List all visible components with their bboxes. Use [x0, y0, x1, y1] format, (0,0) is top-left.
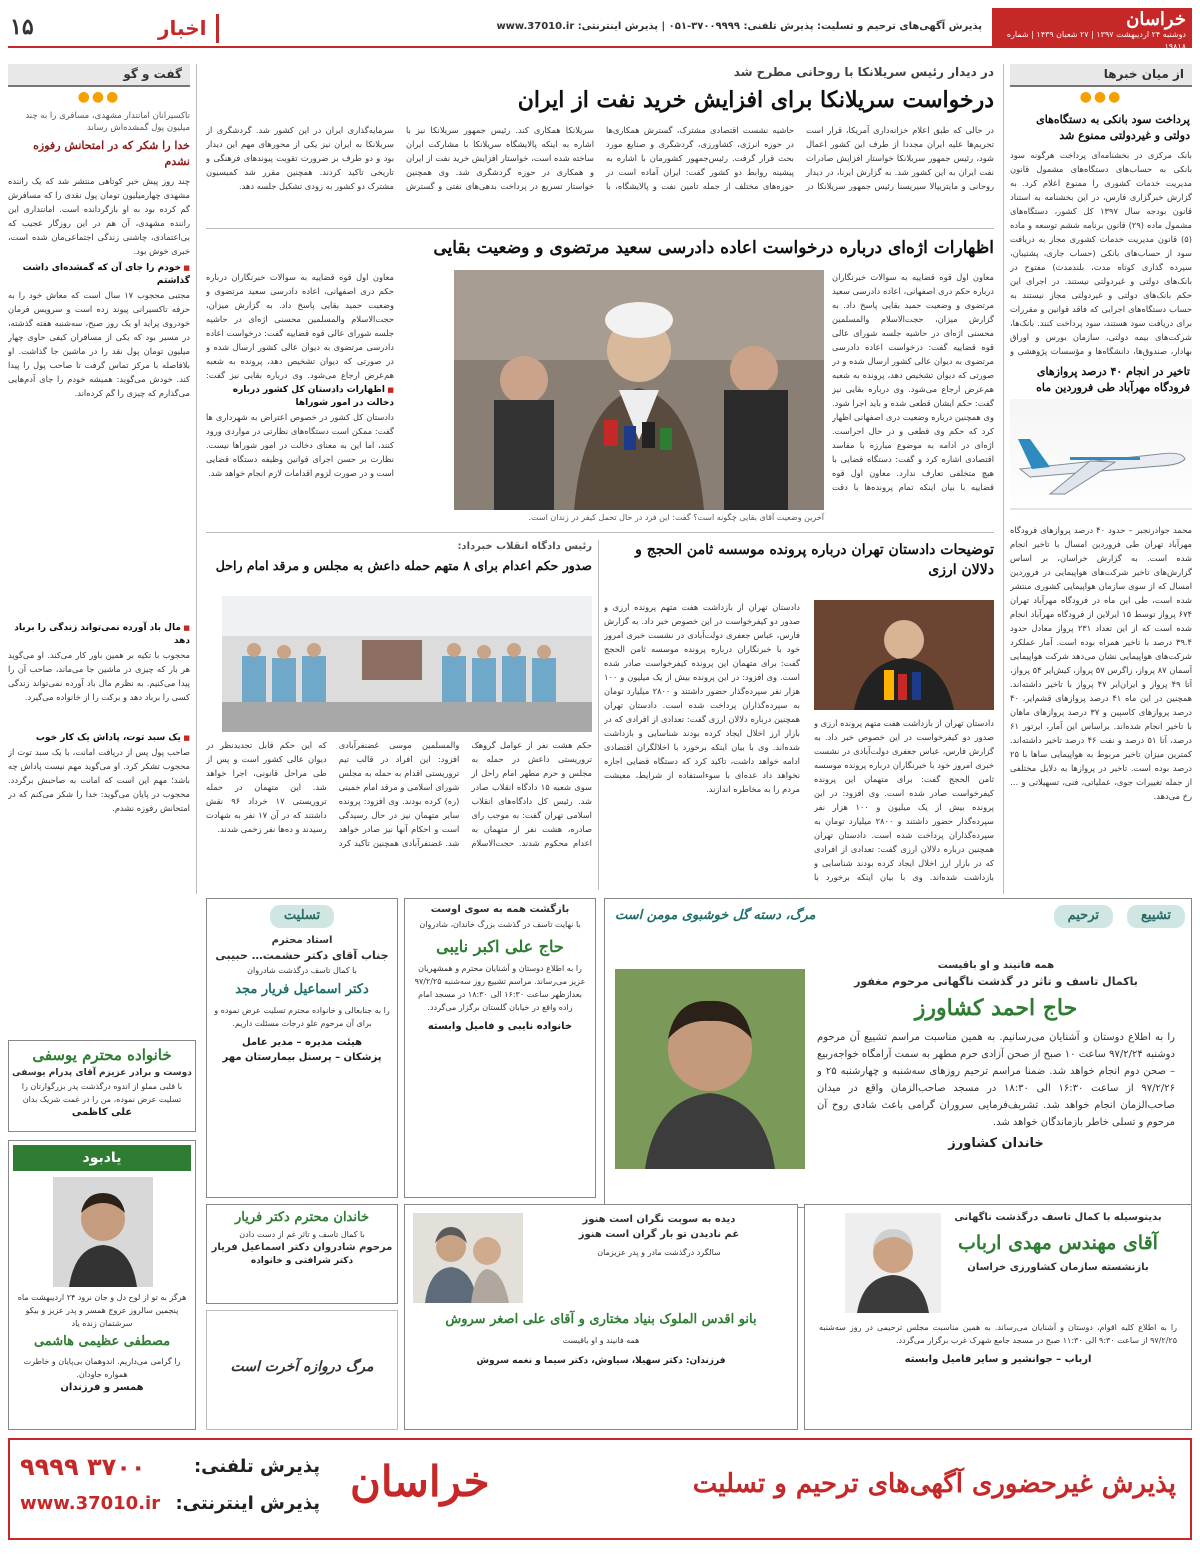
section-title: اخبار: [158, 14, 219, 43]
article-text: دادستان کل کشور در خصوص اعتراض به شهرداری ها گفت: ممکن است دستگاه‌های نظارتی در مواردی ورود کنند، اما این به معنای دخالت در امور شوراها نیست. نظارت بر حسن اجرای قوانین وظیفه دستگاه قضایی است و در صورت لزوم اقدامات لازم انجام خواهد شد.: [206, 412, 394, 479]
ad-intro: بدینوسیله با کمال تاسف درگذشت ناگهانی: [954, 1212, 1162, 1223]
ad-intro: باکمال تاسف و تاثر در گذشت ناگهانی مرحوم مغفور: [854, 974, 1138, 988]
article-samen: [604, 540, 994, 890]
deceased-name: حاج احمد کشاورز: [914, 995, 1078, 1022]
article-title: درخواست سریلانکا برای افزایش خرید نفت از ایران: [517, 87, 994, 114]
dots-icon: ●●●: [1079, 89, 1123, 106]
article-text: حکم هشت نفر از عوامل گروهک تروریستی داعش در حمله به مجلس و حرم مطهر امام راحل از سوی شعبه ۱۵ دادگاه انقلاب صادر شد. رئیس کل دادگاه‌های انقلاب اسلامی تهران گفت: به موجب رای صادره، هشت نفر از متهمان به اعدام محکوم شدند. حجت‌الاسلام و‌المسلمین موسی غضنفرآبادی افزود: این افراد در قالب تیم تروریستی اقدام به حمله به مجلس شورای اسلامی و مرقد امام خمینی (ره) کرده بودند. وی افزود: پرونده سایر متهمان نیز در حال رسیدگی است و احکام آنها نیز صادر خواهد شد. غضنفرآبادی همچنین تاکید کرد که این حکم قابل تجدیدنظر در دیوان عالی کشور است و پس از طی مراحل قانونی، اجرا خواهد شد. این متهمان در حمله تروریستی ۱۷ خرداد ۹۶ نقش داشتند که در آن ۱۷ نفر به شهادت رسیدند و ده‌ها نفر زخمی شدند.: [206, 740, 592, 848]
ad-signature: پزشکان – پرسنل بیمارستان مهر: [222, 1051, 382, 1063]
article-text: دادستان تهران از بازداشت هفت متهم پرونده ارزی و صدور دو کیفرخواست در این خصوص خبر داد. به گزارش فارس، عباس جعفری دولت‌آبادی در نشست خبری امروز خود با خبرنگاران درباره پرونده موسسه ثامن الحجج گفت: برای متهمان این پرونده کیفرخواست صادر شده است. وی افزود: در این پرونده بیش از یک میلیون و ۱۰۰ هزار نفر سپرده‌گذار حضور داشتند و ۲۸۰۰ میلیارد تومان به سپرده‌گذاران پرداخت شده است. دادستان تهران همچنین درباره دلالان ارزی گفت: تعدادی از افرادی که در بازار ارز اخلال ایجاد کرده بودند شناسایی و بازداشت شده‌اند. وی با بیان اینکه برخورد با: [814, 718, 994, 882]
date-line: دوشنبه ۲۴ اردیبهشت ۱۳۹۷ | ۲۷ شعبان ۱۴۳۹ | شماره ۱۹۸۱۸: [1006, 30, 1186, 51]
divider: [206, 228, 994, 229]
news-text: محمد جوادرنجبر – حدود ۴۰ درصد پروازهای فرودگاه مهرآباد تهران طی فروردین امسال با تاخیر انجام شده است. به گزارش خراسان، بر اساس گزارش‌های تاخیر شرکت‌های هواپیمایی در فروردین امسال که از سوی سازمان هواپیمایی کشوری منتشر شده است، طی این ماه در فرودگاه مهرآباد تهران ۶۷۴ پرواز توسط ۱۵ ایرلاین از فرودگاه مهرآباد انجام شده است که از این تعداد ۲۳۱ پرواز معادل حدود ۳۹.۴ درصد با تاخیر همراه بوده است. آمار عملکرد شرکت‌های هواپیمایی نشان می‌دهد شرکت هواپیمایی آسمان ۸۷ پرواز، زاگرس ۵۷ پرواز، کیش‌ایر ۵۴ پرواز، آتا ۴۹ پرواز و ایران‌ایر ۴۷ پرواز با تاخیر داشته‌اند. همچنین در این ماه ۴۱ درصد پروازهای قشم‌ایر، ۴۰ درصد پروازهای کاسپین و ۳۷ درصد پروازهای ماهان با تاخیر انجام شده‌اند. براساس این آمار، ایرتور ۶۱ درصد، آتا ۵۱ درصد و نفت ۴۶ درصد تاخیر داشته‌اند. کمترین میزان تاخیر مربوط به هواپیمایی ساها با ۲۵ درصد بوده است. تاخیر در پروازها به دلایل مختلفی از جمله تغییرات جوی، عملیاتی، فنی، تسهیلاتی و … رخ می‌دهد.: [1010, 525, 1192, 802]
tel-number[interactable]: ۳۷۰۰ ۹۹۹۹: [20, 1453, 146, 1481]
article-isis: [206, 540, 592, 890]
ad-signature: هیئت مدیره – مدیر عامل: [241, 1037, 363, 1049]
interview-text: صاحب پول پس از دریافت امانت، با یک سبد توت از محجوب تشکر کرد. او می‌گوید مهم نیست پاداش چه باشد؛ مهم این است که امانت به صاحبش برگردد. محجوب در پایان می‌گوید: خدا را شکر می‌کنم که در امتحانش رفوزه نشدم.: [8, 747, 190, 814]
dots-icon: ●●●: [77, 89, 121, 106]
ejei-photo: [454, 270, 824, 510]
article-side-text: [206, 270, 394, 526]
news-title: پرداخت سود بانکی به دستگاه‌های دولتی و غیردولتی ممنوع شد: [1036, 112, 1190, 142]
interview-title: خدا را شکر که در امتحانش رفوزه نشدم: [33, 139, 190, 169]
interview-text: محجوب با تکیه بر همین باور کار می‌کند. او می‌گوید هر بار که چیزی در ماشین جا می‌ماند، صاحب آن را پیدا می‌کنیم. به نظرم مال باد آورده نمی‌تواند زندگی کسی را برباد دهد و برکت را از خانواده می‌گیرد.: [8, 650, 190, 703]
article-title: صدور حکم اعدام برای ۸ متهم حمله داعش به مجلس و مرقد امام راحل: [215, 557, 592, 573]
recipient-name: خانواده محترم یوسفی: [32, 1046, 172, 1064]
interview-sidebar: [8, 64, 190, 894]
florist-slogan: مرگ دروازه آخرت است: [230, 1359, 374, 1375]
column-divider: [196, 64, 197, 894]
condolence-majd: [206, 898, 398, 1198]
tarhim-tag: ترحیم: [1054, 905, 1113, 928]
ad-signature: فرزندان: دکتر سهیلا، سیاوش، دکتر سیما و نغمه سروش: [476, 1355, 726, 1366]
obituary-arbab: [804, 1204, 1192, 1430]
ad-intro: با نهایت تاسف در گذشت بزرگ خاندان، شادروان: [419, 919, 581, 929]
courtroom-photo: [222, 596, 592, 732]
condolence-faryar: [206, 1204, 398, 1304]
article-title: اظهارات اژه‌ای درباره درخواست اعاده دادرسی سعید مرتضوی و وضعیت بقایی: [433, 238, 994, 258]
portrait-photo: [53, 1177, 153, 1287]
deceased-name: دکتر اسماعیل فریار مجد: [235, 982, 369, 998]
ad-subtitle: دوست و برادر عزیزم آقای پدرام یوسفی: [12, 1067, 192, 1078]
deceased-name: مرحوم شادروان دکتر اسماعیل فریار: [211, 1241, 393, 1253]
column-divider: [1003, 64, 1004, 894]
article-subhead: ■ اظهارات دادستان کل کشور درباره دخالت در امور شوراها: [206, 384, 394, 410]
ad-intro: سالگرد درگذشت مادر و پدر عزیزمان: [597, 1248, 721, 1257]
florist-slogan: مرگ، دسته گل خوشبوی مومن است: [615, 908, 816, 923]
couple-photo: [413, 1213, 523, 1303]
ad-contact-line: پذیرش آگهی‌های ترحیم و تسلیت: پذیرش تلفنی: ۳۷۰۰۹۹۹۹-۰۵۱ | پذیرش اینترنتی: www.37010.ir: [496, 21, 982, 32]
ad-subtitle: بازنشسته سازمان کشاورزی خراسان: [967, 1262, 1149, 1274]
ad-top-line: همه فانیند و او باقیست: [937, 960, 1055, 971]
article-srilanka: [206, 64, 994, 224]
page-header: [8, 8, 1192, 51]
page-number: ۱۵: [10, 14, 34, 40]
web-label: پذیرش اینترنتی:: [175, 1492, 320, 1514]
interview-subhead: ■ خودم را جای آن که گمشده‌ای داشت گذاشتم: [8, 262, 190, 288]
deceased-name: حاج علی اکبر نایبی: [436, 936, 564, 956]
ad-body: را به اطلاع دوستان و آشنایان می‌رسانیم. به همین مناسبت مراسم تشییع آن مرحوم دوشنبه ۹۷/۲/۲۴ ساعت ۱۰ صبح از صحن آزادی حرم مطهر به سمت آرامگاه خواجه‌ربیع – صحن دوم انجام خواهد شد. ضمنا مراسم ترحیم روزهای سه‌شنبه و چهارشنبه ۲۵ و ۹۷/۲/۲۶ از ساعت ۱۶:۳۰ الی ۱۸:۳۰ در مسجد صاحب‌الزمان واقع در میدان صاحب‌الزمان انجام خواهد شد. تشریف‌فرمایی سروران گرامی باعث شادی روح آن مرحوم و تسلی خاطر بازماندگان خواهد شد.: [817, 1032, 1176, 1129]
banner-text: پذیرش غیرحضوری آگهی‌های ترحیم و تسلیت: [692, 1469, 1176, 1499]
interview-subhead: ■ یک سبد توت، پاداش یک کار خوب: [8, 732, 190, 745]
deceased-name: آقای مهندس مهدی ارباب: [958, 1231, 1158, 1254]
interview-intro: تاکسیرانان امانتدار مشهدی، مسافری را به چند میلیون پول گمشده‌اش رساند: [25, 110, 190, 133]
ad-signature: خاندان کشاورز: [948, 1136, 1044, 1152]
web-link[interactable]: www.37010.ir: [20, 1492, 161, 1514]
tashyi-tag: تشییع: [1127, 905, 1185, 928]
ad-top-line: دیده به سوبت نگران است هنوز: [582, 1214, 736, 1225]
ad-signature: دکتر شرافتی و خانواده: [250, 1256, 354, 1267]
ad-body: را به اطلاع دوستان و آشنایان محترم و همشهریان عزیز می‌رساند. مراسم تشییع روز سه‌شنبه ۹۷/۲/۲۵ بعدازظهر ساعت ۱۶:۳۰ الی ۱۸:۳۰ در مسجد امام زاده واقع در خیابان گلستان برگزار می‌گردد.: [414, 963, 586, 1012]
article-text: معاون اول قوه قضاییه به سوالات خبرنگاران درباره حکم دری اصفهانی، اعاده دادرسی سعید مرتضوی و وضعیت حمید بقایی پاسخ داد. به گزارش میزان، حجت‌الاسلام والمسلمین محسنی اژه‌ای در حاشیه جلسه شورای عالی قوه قضاییه گفت: درخواست اعاده دادرسی مرتضوی به دیوان عالی کشور ارسال شده و در صورتی که دیوان تشخیص دهد، پرونده به شعبه هم‌عرض ارجاع می‌شود. وی درباره بقایی نیز گفت:: [206, 272, 394, 380]
yadbood-banner: یادبود: [13, 1145, 191, 1171]
photo-caption: آخرین وضعیت آقای بقایی چگونه است؟ گفت: این فرد در حال تحمل کیفر در زندان است.: [528, 513, 824, 522]
ad-body: با کمال تاسف درگذشت شادروان: [247, 966, 357, 976]
news-text: بانک مرکزی در بخشنامه‌ای پرداخت هرگونه سود بانکی به حساب‌های دستگاه‌های مشمول قانون مدیریت خدمات کشوری را ممنوع اعلام کرد. به گزارش خبرگزاری فارس، در این بخشنامه به استناد قانون بودجه سال ۱۳۹۷ کل کشور، دستگاه‌های مشمول ماده (۲۹) قانون برنامه ششم توسعه و ماده (۵) قانون مدیریت خدمات کشوری مجاز به دریافت سود از حساب‌های بانکی (حساب جاری، پشتیبان، سپرده گذاری کوتاه مدت، بلندمدت) مفتوح در بانک‌های دولتی و غیردولتی نیستند. در اجرای این حکم بانک‌های دولتی و غیردولتی مجاز نیستند به حساب دستگاه‌های اجرایی که فاقد قوانین و مقررات برای دریافت سود هستند، سود پرداخت کنند. بانک‌ها، شرکت‌های بیمه دولتی، سازمان بورس و اوراق بهادار، صندوق‌ها، دانشگاه‌ها و مؤسسات پژوهشی و: [1010, 149, 1192, 356]
prosecutor-photo: [814, 600, 994, 710]
ad-intro: جناب آقای دکتر حشمت… حبیبی: [215, 949, 389, 963]
portrait-photo: [845, 1213, 941, 1313]
memorial-hashemi: [8, 1140, 196, 1430]
recipient-name: خاندان محترم دکتر فریار: [235, 1210, 369, 1225]
divider: [206, 532, 994, 533]
khorasan-ad-banner: [8, 1438, 1192, 1540]
airplane-photo: [1010, 399, 1192, 519]
interview-text: مجتبی محجوب ۱۷ سال است که معاش خود را به حرفه تاکسیرانی پیوند زده است و سرویس فرمان خودروی پراید او یک روز صبح، سه‌شنبه هفته گذشته، در مسیر بود که یکی از مسافران کیفی حاوی چهار میلیون تومان پول نقد را در ماشین جا گذاشت. او بلافاصله با مرکز تماس گرفت تا صاحب پول را پیدا کند. خودش می‌گوید: همیشه خودم را جای آدم‌هایی می‌گذارم که چیزی را گم کرده‌اند.: [8, 290, 190, 399]
ad-signature: علی کاظمی: [71, 1106, 133, 1118]
ad-subtitle: غم نادیدن تو بار گران است هنوز: [578, 1228, 740, 1240]
masthead: [992, 8, 1192, 51]
interview-subhead: ■ مال باد آورده نمی‌تواند زندگی را برباد دهد: [8, 622, 190, 648]
ad-body: را گرامی می‌داریم. اندوهمان بی‌پایان و خاطرت همواره جاودان.: [23, 1356, 181, 1379]
obituary-nayebi: [404, 898, 596, 1198]
obituary-keshavarz: [604, 898, 1192, 1208]
tasliat-tag: تسلیت: [270, 905, 334, 928]
deceased-name: مصطفی عظیمی هاشمی: [33, 1334, 171, 1349]
column-divider: [598, 540, 599, 890]
sidebar-bar: گفت و گو: [8, 64, 190, 87]
ad-intro: هرگز به تو از لوح دل و جان نرود ۲۴ اردیبهشت ماه پنجمین سالروز عروج همسر و پدر عزیز و بیکو سرشتمان زنده یاد: [17, 1293, 187, 1328]
sidebar-bar: از میان خبرها: [1010, 64, 1192, 87]
interview-text: چند روز پیش خبر کوتاهی منتشر شد که یک راننده مشهدی چهارمیلیون تومان پول نقدی را که مسافرش گم کرده بود به او بازگردانده است. امانتداری این راننده مشهدی، آن هم در این روزگار عجیب که بی‌اعتمادی، چاشنی زندگی اجتماعی‌مان شده است، خبری خوش بود.: [8, 176, 190, 257]
article-text: دادستان تهران از بازداشت هفت متهم پرونده ارزی و صدور دو کیفرخواست در این خصوص خبر داد. به گزارش فارس، عباس جعفری دولت‌آبادی در نشست خبری امروز خود با خبرنگاران درباره پرونده موسسه ثامن الحجج گفت: برای متهمان این پرونده کیفرخواست صادر شده است. وی افزود: در این پرونده بیش از یک میلیون و ۱۰۰ هزار نفر سپرده‌گذار حضور داشتند و ۲۸۰۰ میلیارد تومان به سپرده‌گذاران پرداخت شده است. دادستان تهران همچنین درباره دلالان ارزی گفت: تعدادی از افرادی که در بازار ارز اخلال ایجاد کرده بودند شناسایی و بازداشت شده‌اند. وی با بیان اینکه برخورد با اخلالگران اقتصادی ادامه خواهد داشت، تاکید کرد که دستگاه قضایی اجازه نخواهد داد عده‌ای با سوءاستفاده از شرایط، معیشت مردم را به مخاطره اندازند.: [604, 602, 800, 794]
ad-signature: ارباب – جوانشیر و سایر فامیل وابسته: [904, 1354, 1092, 1365]
tel-label: پذیرش تلفنی:: [193, 1456, 320, 1478]
article-title: توضیحات دادستان تهران درباره پرونده موسسه ثامن الحجج و دلالان ارزی: [635, 542, 994, 578]
masthead-logo: خراسان: [1126, 9, 1186, 30]
news-sidebar: [1010, 64, 1192, 894]
article-ejei: [206, 236, 994, 526]
ad-body: را به اطلاع کلیه اقوام، دوستان و آشنایان می‌رساند. به همین مناسبت مجلس ترحیمی در روز سه‌شنبه ۹۷/۲/۲۵ از ساعت ۹:۳۰ الی ۱۱:۳۰ صبح در مسجد جامع شهرک غرب برگزار می‌گردد.: [819, 1323, 1177, 1345]
ad-body: را به جنابعالی و خانواده محترم تسلیت عرض نموده و برای آن مرحوم علو درجات مسئلت داریم.: [214, 1006, 390, 1029]
ad-signature: همسر و فرزندان: [60, 1381, 144, 1393]
ad-top-line: استاد محترم: [271, 934, 333, 946]
ad-top-line: بازگشت همه به سوی اوست: [430, 904, 570, 915]
florist-ad: [206, 1310, 398, 1430]
article-kicker: در دیدار رئیس سریلانکا با روحانی مطرح شد: [733, 65, 994, 79]
ad-body: با قلبی مملو از اندوه درگذشت پدر بزرگوارتان را تسلیت عرض نموده، من را در غمت شریک بدان: [21, 1081, 183, 1104]
article-kicker: رئیس دادگاه انقلاب خبرداد:: [457, 541, 592, 552]
condolence-yousefi: [8, 1040, 196, 1132]
news-title: تاخیر در انجام ۴۰ درصد پروازهای فرودگاه مهرآباد طی فروردین ماه: [1036, 364, 1190, 394]
anniversary-soroush: [404, 1204, 798, 1430]
article-text: معاون اول قوه قضاییه به سوالات خبرنگاران درباره حکم دری اصفهانی، اعاده دادرسی سعید مرتضوی و وضعیت حمید بقایی پاسخ داد. به گزارش میزان، حجت‌الاسلام والمسلمین محسنی اژه‌ای در حاشیه جلسه شورای عالی قوه قضاییه گفت: درخواست اعاده دادرسی مرتضوی به دیوان عالی کشور ارسال شده و در صورتی که دیوان تشخیص دهد، پرونده به شعبه هم‌عرض ارجاع می‌شود. وی درباره بقایی نیز گفت: حکم ایشان قطعی شده و باید اجرا شود. وی همچنین درباره وضعیت دری اصفهانی اظهار کرد که حکم وی قطعی و در حال اجراست. اژه‌ای در ادامه به موضوع مبارزه با مفاسد اقتصادی اشاره کرد و گفت: دستگاه قضایی با هیچ متخلفی تعارف ندارد. معاون اول قوه قضاییه با بیان اینکه تمام پرونده‌ها با دقت: [832, 272, 994, 492]
portrait-photo: [615, 969, 805, 1169]
ad-body: همه فانیند و او باقیست: [562, 1335, 640, 1345]
banner-logo: خراسان: [350, 1457, 490, 1506]
deceased-name: بانو اقدس الملوک بنیاد مختاری و آقای علی اصغر سروش: [445, 1312, 757, 1327]
ad-signature: خانواده نایبی و فامیل وابسته: [427, 1020, 573, 1032]
ad-body: با کمال تاسف و تاثر غم از دست دادن: [239, 1229, 365, 1239]
article-text: در حالی که طبق اعلام خزانه‌داری آمریکا، قرار است تحریم‌ها علیه ایران مجددا از طرف این کشور اعمال شود، رئیس جمهور سریلانکا خواستار افزایش صادرات نفت ایران به این کشور شد. به گزارش ایرنا، در دیدار روحانی و مایتریپالا سیریسنا رئیس جمهور سریلانکا در حاشیه نشست اقتصادی مشترک، گسترش همکاری‌ها در حوزه انرژی، کشاورزی، گردشگری و صنایع مورد بحث قرار گرفت. رئیس‌جمهور کشورمان با اشاره به پیشینه روابط دو کشور گفت: ایران آماده است در حوزه‌های مختلف از جمله تامین نفت و پالایشگاه، با سریلانکا همکاری کند. رئیس جمهور سریلانکا نیز با اشاره به اینکه پالایشگاه سریلانکا با مشارکت ایران ساخته شده است، خواستار افزایش خرید نفت از ایران و همکاری در حوزه گردشگری شد. وی همچنین خواستار تسریع در پرداخت بدهی‌های نفتی و گسترش سرمایه‌گذاری ایران در این کشور شد. گردشگری از سریلانکا به ایران نیز یکی از محورهای مهم این دیدار بود و دو طرف بر ضرورت تقویت پیوندهای فرهنگی و تاریخی تاکید کردند. همچنین مقرر شد کمیسیون مشترک دو کشور به زودی تشکیل جلسه دهد.: [206, 125, 994, 192]
